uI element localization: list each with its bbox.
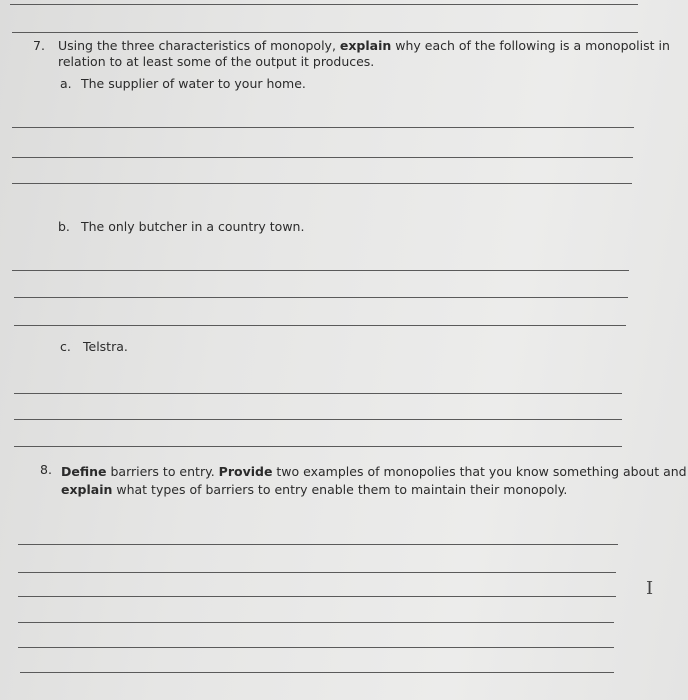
- answer-line-8-4[interactable]: [18, 622, 614, 623]
- q8-line-1: Define barriers to entry. Provide two examples of monopolies that you know something about and: [61, 464, 687, 479]
- q8-number: 8.: [40, 462, 52, 477]
- q7a-text: The supplier of water to your home.: [81, 76, 306, 91]
- answer-line-8-6[interactable]: [20, 672, 614, 673]
- answer-line-8-1[interactable]: [18, 544, 618, 545]
- text-cursor-icon: I: [646, 578, 654, 599]
- answer-line-7c-3[interactable]: [14, 446, 622, 447]
- answer-line-7b-3[interactable]: [14, 325, 626, 326]
- q7-number: 7.: [33, 38, 45, 53]
- answer-line-7c-1[interactable]: [14, 393, 622, 394]
- answer-line-7a-2[interactable]: [12, 157, 633, 158]
- answer-line-7a-3[interactable]: [12, 183, 632, 184]
- q7-line-2: relation to at least some of the output it produces.: [58, 54, 375, 69]
- q8-line-2: explain what types of barriers to entry enable them to maintain their monopoly.: [61, 482, 568, 497]
- q7b-text: The only butcher in a country town.: [81, 219, 305, 234]
- q7c-marker: c.: [60, 339, 71, 354]
- answer-line-8-3[interactable]: [18, 596, 616, 597]
- q7a-marker: a.: [60, 76, 72, 91]
- q7-line-1: Using the three characteristics of monopoly, explain why each of the following is a monopolist in: [58, 38, 670, 53]
- answer-line-8-5[interactable]: [18, 647, 614, 648]
- q7b-marker: b.: [58, 219, 70, 234]
- answer-line-7a-1[interactable]: [12, 127, 634, 128]
- answer-line-7b-2[interactable]: [14, 297, 628, 298]
- q7c-text: Telstra.: [83, 339, 128, 354]
- top-rule-2: [12, 32, 638, 33]
- answer-line-8-2[interactable]: [18, 572, 616, 573]
- top-rule-1: [10, 4, 638, 5]
- answer-line-7c-2[interactable]: [14, 419, 622, 420]
- answer-line-7b-1[interactable]: [12, 270, 629, 271]
